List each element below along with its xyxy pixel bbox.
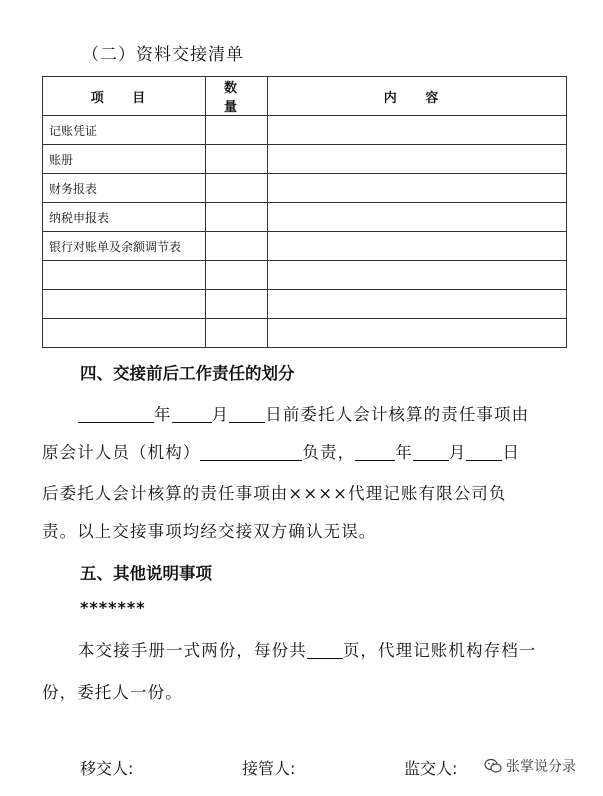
row-item: 账册 <box>43 145 206 174</box>
line-2-start: 原会计人员（机构） <box>42 443 201 462</box>
row-content <box>268 290 567 319</box>
row-item <box>43 290 206 319</box>
table-row <box>43 203 567 232</box>
year-label-2: 年 <box>395 443 413 462</box>
handover-table <box>42 76 567 348</box>
row-content <box>268 261 567 290</box>
row-content <box>268 174 567 203</box>
row-quantity <box>206 261 268 290</box>
month-label: 月 <box>211 405 230 424</box>
paragraph-line-4: 责。以上交接事项均经交接双方确认无误。 <box>42 522 377 541</box>
blank-institution <box>200 444 302 461</box>
row-content <box>268 319 567 348</box>
placeholder-stars: ******* <box>80 598 146 617</box>
row-quantity <box>206 116 268 145</box>
blank-month-2 <box>413 444 449 461</box>
table-row <box>43 261 567 290</box>
row-item: 财务报表 <box>43 174 206 203</box>
paragraph-line-1 <box>78 401 568 425</box>
blank-year <box>78 406 154 423</box>
row-content <box>268 232 567 261</box>
line-5-end: 页，代理记账机构存档一 <box>342 641 537 660</box>
day-label-2: 日 <box>502 443 521 462</box>
line-2-resp: 负责， <box>302 443 356 462</box>
line-1-text: 日前委托人会计核算的责任事项由 <box>265 405 530 424</box>
table-header-row <box>43 77 567 116</box>
row-item: 银行对账单及余额调节表 <box>43 232 206 261</box>
header-item: 项 目 <box>43 77 206 116</box>
table-row <box>43 174 567 203</box>
row-quantity <box>206 319 268 348</box>
table-row <box>43 116 567 145</box>
row-quantity <box>206 174 268 203</box>
row-item <box>43 261 206 290</box>
month-label-2: 月 <box>448 443 467 462</box>
paragraph-line-6: 份，委托人一份。 <box>42 683 183 702</box>
section-5-heading: 五、其他说明事项 <box>80 564 212 583</box>
row-item: 纳税申报表 <box>43 203 206 232</box>
signature-handover: 移交人: <box>80 759 134 778</box>
row-item <box>43 319 206 348</box>
watermark <box>484 756 576 776</box>
row-quantity <box>206 232 268 261</box>
watermark-text: 张掌说分录 <box>506 759 576 775</box>
blank-pages <box>307 642 343 659</box>
table-row <box>43 232 567 261</box>
paragraph-line-5 <box>78 637 568 661</box>
signature-supervisor: 监交人: <box>404 759 458 778</box>
row-content <box>268 203 567 232</box>
wechat-icon <box>484 758 502 774</box>
table-row <box>43 290 567 319</box>
blank-day-2 <box>466 444 502 461</box>
signature-receiver: 接管人: <box>242 759 296 778</box>
paragraph-line-3: 后委托人会计核算的责任事项由××××代理记账有限公司负 <box>42 484 507 503</box>
blank-day <box>229 406 265 423</box>
table-row <box>43 145 567 174</box>
section-title: （二）资料交接清单 <box>82 45 244 65</box>
paragraph-line-2 <box>42 439 532 463</box>
row-quantity <box>206 203 268 232</box>
row-quantity <box>206 290 268 319</box>
row-quantity <box>206 145 268 174</box>
table-row <box>43 319 567 348</box>
row-content <box>268 145 567 174</box>
row-item: 记账凭证 <box>43 116 206 145</box>
section-4-heading: 四、交接前后工作责任的划分 <box>80 364 295 383</box>
header-quantity: 数 量 <box>206 77 268 116</box>
row-content <box>268 116 567 145</box>
blank-month <box>172 406 212 423</box>
blank-year-2 <box>355 444 395 461</box>
header-content: 内 容 <box>268 77 567 116</box>
year-label: 年 <box>154 405 172 424</box>
line-5-start: 本交接手册一式两份，每份共 <box>78 641 307 660</box>
